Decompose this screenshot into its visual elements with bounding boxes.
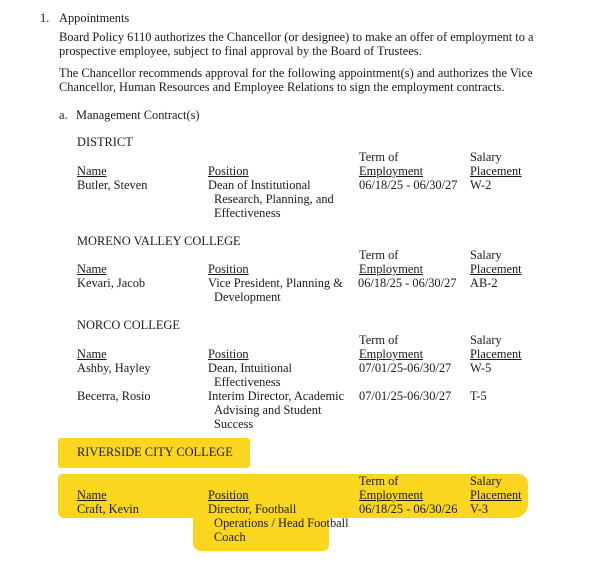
col-header-position: Position [208,164,249,178]
col-header-salary-top: Salary [470,150,502,164]
row-position-line-1: Dean, Intuitional [208,361,292,375]
row-name: Kevari, Jacob [77,276,146,290]
group-heading-riverside-city: RIVERSIDE CITY COLLEGE [77,445,233,459]
col-header-name: Name [77,347,107,361]
row-position-line-2: Effectiveness [214,375,281,389]
row-position-line-1: Vice President, Planning & [208,276,343,290]
row-position-line-3: Success [214,417,254,431]
row-term: 06/18/25 - 06/30/27 [359,178,458,192]
row-term: 07/01/25-06/30/27 [359,389,452,403]
col-header-salary-bottom: Placement [470,488,522,502]
recommendation-paragraph-line-2: Chancellor, Human Resources and Employee Relations to sign the employment contracts. [59,80,505,94]
col-header-name: Name [77,164,107,178]
row-name: Craft, Kevin [77,502,139,516]
col-header-term-bottom: Employment [359,262,424,276]
col-header-term-top: Term of [359,333,399,347]
row-position-line-2: Research, Planning, and [214,192,334,206]
col-header-salary-bottom: Placement [470,164,522,178]
row-position-line-3: Coach [214,530,246,544]
row-position-line-2: Operations / Head Football [214,516,349,530]
subsection-title: Management Contract(s) [76,108,200,122]
row-position-line-2: Development [214,290,281,304]
row-salary: V-3 [470,502,489,516]
col-header-position: Position [208,488,249,502]
row-name: Ashby, Hayley [77,361,151,375]
col-header-term-bottom: Employment [359,488,424,502]
row-term: 06/18/25 - 06/30/27 [358,276,457,290]
row-position-line-2: Advising and Student [214,403,322,417]
col-header-salary-top: Salary [470,474,502,488]
row-salary: W-2 [470,178,492,192]
col-header-position: Position [208,347,249,361]
group-heading-district: DISTRICT [77,135,133,149]
section-title: Appointments [59,11,130,25]
row-salary: AB-2 [470,276,498,290]
col-header-name: Name [77,488,107,502]
group-heading-moreno-valley: MORENO VALLEY COLLEGE [77,234,241,248]
col-header-salary-top: Salary [470,248,502,262]
policy-paragraph-line-2: prospective employee, subject to final approval by the Board of Trustees. [59,44,422,58]
row-name: Butler, Steven [77,178,148,192]
row-term: 06/18/25 - 06/30/26 [359,502,458,516]
row-position-line-3: Effectiveness [214,206,281,220]
col-header-salary-top: Salary [470,333,502,347]
section-number: 1. [40,11,50,25]
col-header-term-top: Term of [359,474,399,488]
col-header-term-top: Term of [359,248,399,262]
col-header-term-bottom: Employment [359,164,424,178]
row-salary: W-5 [470,361,492,375]
row-position-line-1: Interim Director, Academic [208,389,345,403]
col-header-position: Position [208,262,249,276]
row-term: 07/01/25-06/30/27 [359,361,452,375]
col-header-term-top: Term of [359,150,399,164]
row-salary: T-5 [470,389,487,403]
row-position-line-1: Director, Football [208,502,297,516]
recommendation-paragraph-line-1: The Chancellor recommends approval for the following appointment(s) and authorizes the Vice [59,66,533,80]
row-name: Becerra, Rosio [77,389,151,403]
group-heading-norco: NORCO COLLEGE [77,318,180,332]
subsection-letter: a. [59,108,68,122]
row-position-line-1: Dean of Institutional [208,178,311,192]
col-header-term-bottom: Employment [359,347,424,361]
col-header-salary-bottom: Placement [470,347,522,361]
col-header-salary-bottom: Placement [470,262,522,276]
policy-paragraph-line-1: Board Policy 6110 authorizes the Chancellor (or designee) to make an offer of employment to a [59,30,534,44]
col-header-name: Name [77,262,107,276]
